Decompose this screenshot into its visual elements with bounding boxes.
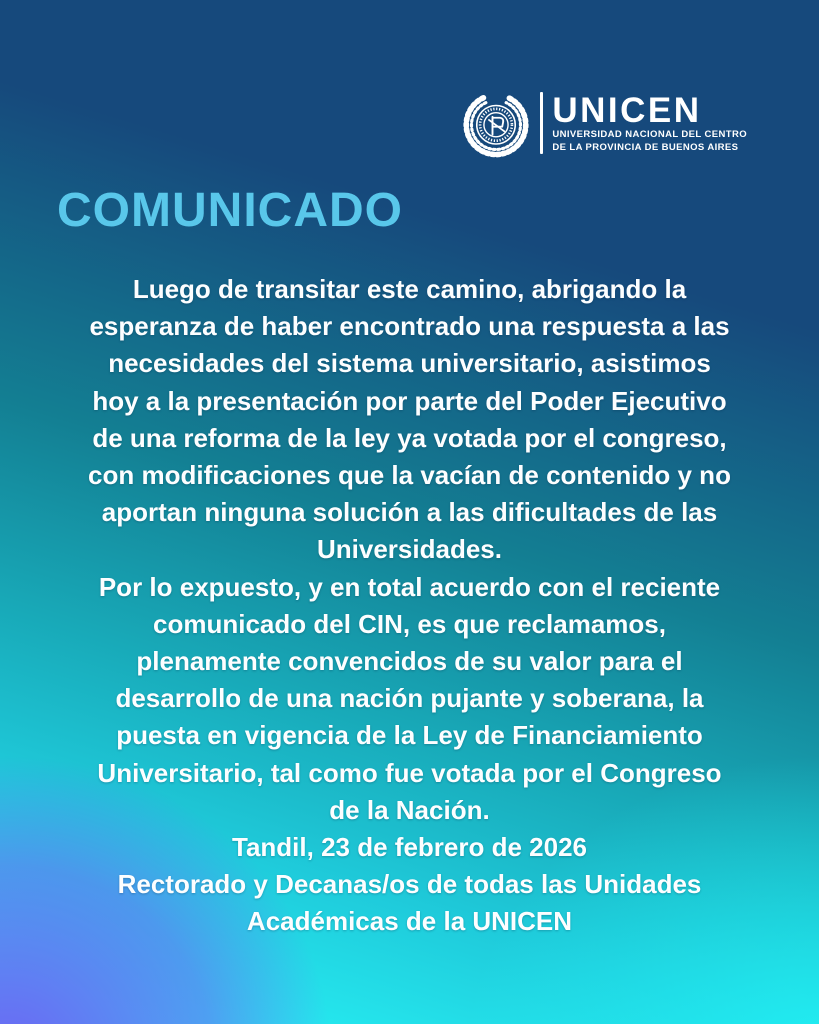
body-line: Universidades. bbox=[317, 534, 502, 565]
page-title: COMUNICADO bbox=[57, 184, 403, 237]
logo-divider bbox=[540, 92, 543, 154]
body-line: hoy a la presentación por parte del Poder Ejecutivo bbox=[92, 385, 727, 416]
body-line: Académicas de la UNICEN bbox=[246, 906, 573, 937]
body-line: Rectorado y Decanas/os de todas las Unidades bbox=[117, 869, 702, 900]
body-line: Tandil, 23 de febrero de 2026 bbox=[232, 832, 587, 863]
body-text bbox=[0, 271, 819, 941]
body-line: Por lo expuesto, y en total acuerdo con el reciente bbox=[98, 571, 721, 602]
body-line: puesta en vigencia de la Ley de Financiamiento bbox=[116, 720, 703, 751]
laurel-seal-icon bbox=[461, 84, 531, 162]
body-line: Universitario, tal como fue votada por el Congreso bbox=[97, 757, 722, 788]
unicen-logo bbox=[461, 84, 747, 162]
logo-wordmark: UNICEN bbox=[552, 90, 702, 130]
logo-text bbox=[552, 90, 747, 153]
body-line: necesidades del sistema universitario, asistimos bbox=[108, 348, 711, 379]
body-line: con modificaciones que la vacían de contenido y no bbox=[88, 460, 731, 491]
body-line: plenamente convencidos de su valor para el bbox=[136, 646, 683, 677]
body-line: comunicado del CIN, es que reclamamos, bbox=[153, 608, 666, 639]
body-line: Luego de transitar este camino, abrigando la bbox=[132, 274, 687, 304]
body-line: esperanza de haber encontrado una respuesta a las bbox=[89, 311, 730, 342]
body-line: aportan ninguna solución a las dificultades de las bbox=[101, 497, 718, 528]
body-line: desarrollo de una nación pujante y soberana, la bbox=[115, 683, 704, 714]
body-line: de la Nación. bbox=[329, 794, 490, 825]
body-line: de una reforma de la ley ya votada por el congreso, bbox=[92, 422, 727, 453]
logo-tagline-line2: DE LA PROVINCIA DE BUENOS AIRES bbox=[552, 141, 739, 153]
logo-tagline-line1: UNIVERSIDAD NACIONAL DEL CENTRO bbox=[552, 128, 747, 140]
